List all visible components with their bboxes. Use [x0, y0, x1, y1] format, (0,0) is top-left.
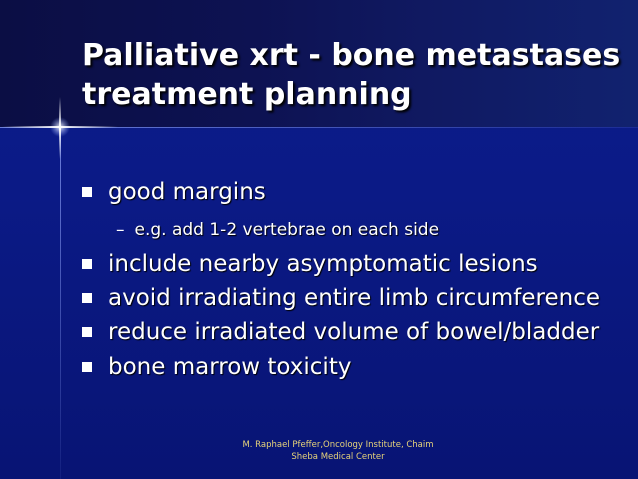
sub-bullet-text: e.g. add 1-2 vertebrae on each side — [134, 220, 440, 240]
bullet-text: bone marrow toxicity — [108, 354, 352, 380]
square-bullet-icon — [82, 187, 92, 197]
bullet-text: good margins — [108, 179, 266, 205]
bullet-item — [82, 316, 599, 348]
bullet-text: avoid irradiating entire limb circumference — [108, 285, 601, 311]
square-bullet-icon — [82, 362, 92, 372]
footer-line-1: M. Raphael Pfeffer,Oncology Institute, Chaim — [242, 440, 434, 450]
bullet-item — [82, 248, 538, 280]
footer-line-2: Sheba Medical Center — [291, 452, 385, 462]
left-rail-line — [60, 127, 61, 479]
slide-title — [82, 36, 622, 114]
square-bullet-icon — [82, 293, 92, 303]
dash-bullet: – — [116, 220, 125, 240]
square-bullet-icon — [82, 259, 92, 269]
bullet-text: include nearby asymptomatic lesions — [108, 251, 538, 277]
title-line-1: Palliative xrt - bone metastases — [82, 38, 621, 73]
title-line-2: treatment planning — [82, 77, 412, 112]
bullet-text: reduce irradiated volume of bowel/bladder — [108, 319, 600, 345]
slide-footer — [228, 439, 448, 463]
bullet-item — [82, 351, 351, 383]
sub-bullet-item — [116, 219, 439, 241]
bullet-item — [82, 282, 600, 314]
square-bullet-icon — [82, 327, 92, 337]
bullet-item — [82, 176, 266, 208]
